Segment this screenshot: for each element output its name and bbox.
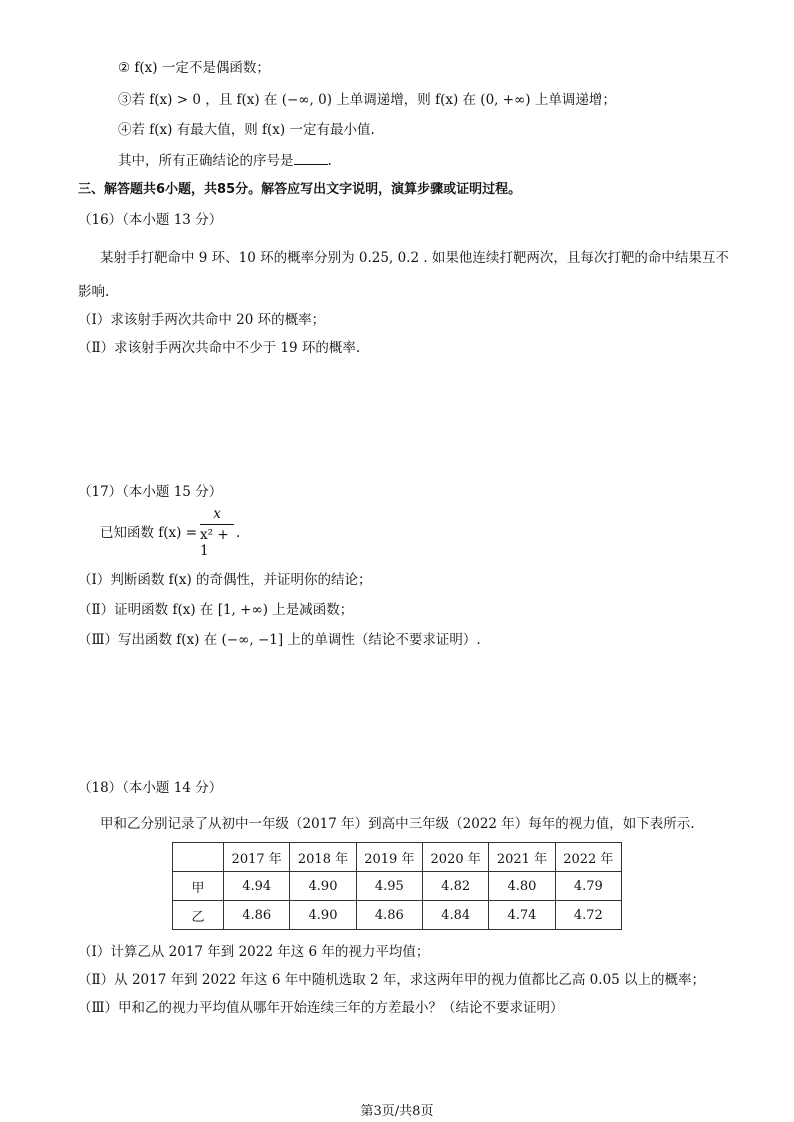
table-row bbox=[173, 901, 622, 930]
q16-part2: （Ⅱ）求该射手两次共命中不少于 19 环的概率. bbox=[78, 340, 361, 356]
table-header-cell: 2017 年 bbox=[224, 843, 290, 872]
table-cell: 4.82 bbox=[422, 872, 488, 901]
table-cell: 4.80 bbox=[489, 872, 555, 901]
table-row bbox=[173, 872, 622, 901]
table-cell: 4.79 bbox=[555, 872, 621, 901]
table-header-cell: 2020 年 bbox=[422, 843, 488, 872]
q17-numerator: x bbox=[213, 506, 221, 522]
answer-prompt-tail: . bbox=[327, 153, 332, 169]
answer-prompt bbox=[118, 150, 332, 171]
q18-part1: （Ⅰ）计算乙从 2017 年到 2022 年这 6 年的视力平均值； bbox=[78, 944, 430, 960]
q16-stem-line2: 影响. bbox=[78, 284, 110, 300]
q17-stem-prefix: 已知函数 f(x) = bbox=[100, 525, 198, 541]
q18-stem: 甲和乙分别记录了从初中一年级（2017 年）到高中三年级（2022 年）每年的视力值，如下表所示. bbox=[100, 816, 695, 832]
table-header-cell: 2018 年 bbox=[290, 843, 356, 872]
table-cell: 4.84 bbox=[422, 901, 488, 930]
answer-prompt-text: 其中，所有正确结论的序号是 bbox=[118, 153, 294, 169]
fraction-bar bbox=[200, 524, 234, 525]
q18-header: （18）（本小题 14 分） bbox=[78, 780, 223, 796]
q16-part1: （Ⅰ）求该射手两次共命中 20 环的概率； bbox=[78, 312, 326, 328]
statement-3: ③若 f(x) > 0 ，且 f(x) 在 (−∞, 0) 上单调递增，则 f(x) 在 (0, +∞) 上单调递增； bbox=[118, 92, 616, 108]
table-header-cell: 2021 年 bbox=[489, 843, 555, 872]
table-cell: 4.90 bbox=[290, 901, 356, 930]
table-header-cell: 2019 年 bbox=[356, 843, 422, 872]
q18-part2: （Ⅱ）从 2017 年到 2022 年这 6 年中随机选取 2 年，求这两年甲的视力值都比乙高 0.05 以上的概率； bbox=[78, 972, 706, 988]
table-cell: 4.95 bbox=[356, 872, 422, 901]
q16-stem-line1: 某射手打靶命中 9 环、10 环的概率分别为 0.25, 0.2 . 如果他连续打靶两次，且每次打靶的命中结果互不 bbox=[100, 250, 729, 266]
q17-header: （17）（本小题 15 分） bbox=[78, 484, 223, 500]
answer-blank bbox=[294, 150, 328, 165]
table-header-row bbox=[173, 843, 622, 872]
q17-denominator: x² + 1 bbox=[200, 527, 229, 559]
statement-2: ② f(x) 一定不是偶函数； bbox=[118, 60, 270, 76]
q17-part3: （Ⅲ）写出函数 f(x) 在 (−∞, −1] 上的单调性（结论不要求证明）. bbox=[78, 632, 481, 648]
q18-part3: （Ⅲ）甲和乙的视力平均值从哪年开始连续三年的方差最小？（结论不要求证明） bbox=[78, 1000, 564, 1016]
table-cell: 4.74 bbox=[489, 901, 555, 930]
table-cell: 4.86 bbox=[224, 901, 290, 930]
page-footer: 第3页/共8页 bbox=[360, 1104, 434, 1119]
table-header-cell bbox=[173, 843, 224, 872]
table-cell: 4.86 bbox=[356, 901, 422, 930]
table-cell: 甲 bbox=[173, 872, 224, 901]
table-cell: 乙 bbox=[173, 901, 224, 930]
vision-table bbox=[172, 842, 622, 930]
q17-part2: （Ⅱ）证明函数 f(x) 在 [1, +∞) 上是减函数； bbox=[78, 602, 354, 618]
q17-part1: （Ⅰ）判断函数 f(x) 的奇偶性，并证明你的结论； bbox=[78, 572, 372, 588]
table-cell: 4.90 bbox=[290, 872, 356, 901]
q17-stem-suffix: . bbox=[236, 525, 241, 541]
q16-header: （16）（本小题 13 分） bbox=[78, 212, 223, 228]
q17-fraction bbox=[200, 506, 234, 559]
table-cell: 4.72 bbox=[555, 901, 621, 930]
statement-4: ④若 f(x) 有最大值，则 f(x) 一定有最小值. bbox=[118, 122, 375, 138]
section-heading: 三、解答题共6小题，共85分。解答应写出文字说明，演算步骤或证明过程。 bbox=[78, 182, 522, 197]
table-cell: 4.94 bbox=[224, 872, 290, 901]
table-header-cell: 2022 年 bbox=[555, 843, 621, 872]
